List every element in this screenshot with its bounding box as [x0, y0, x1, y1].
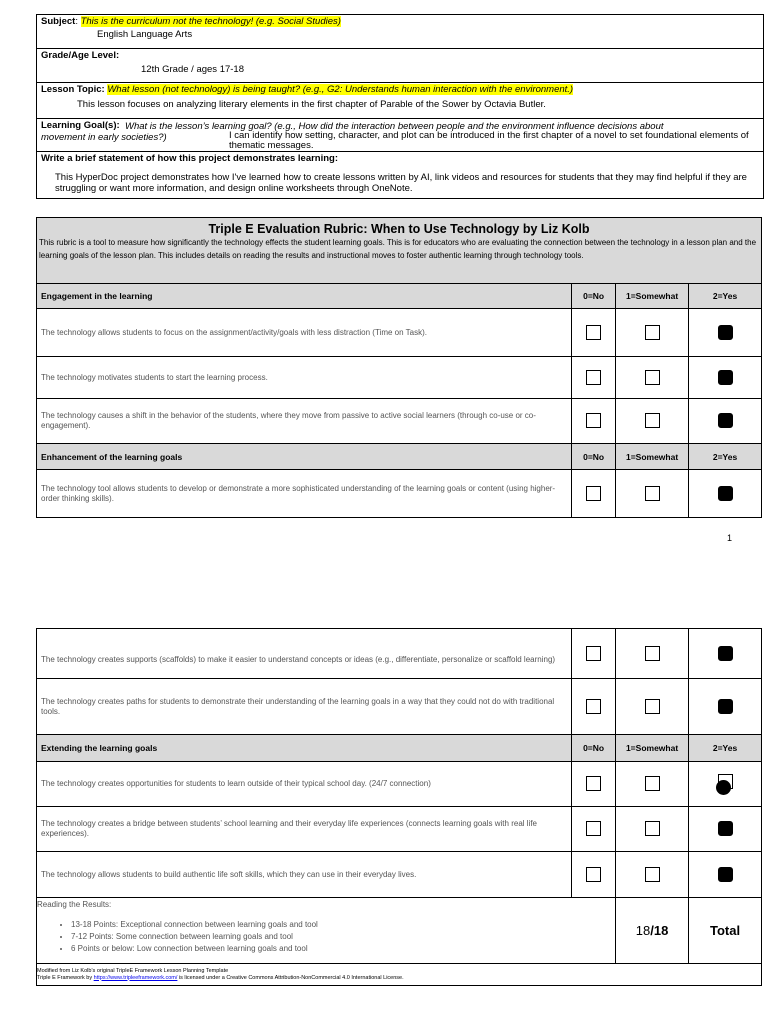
checkbox-somewhat[interactable]	[645, 776, 660, 791]
checkbox-yes[interactable]	[718, 325, 733, 340]
checkbox-yes[interactable]	[718, 370, 733, 385]
criterion-text: The technology creates a bridge between students’ school learning and their everyday life experiences (connects learning goals with real life experiences).	[37, 807, 572, 852]
col-somewhat: 1=Somewhat	[616, 444, 689, 470]
page-number: 1	[727, 533, 733, 543]
criterion-row	[37, 807, 762, 852]
checkbox-no[interactable]	[586, 646, 601, 661]
criterion-row	[37, 762, 762, 807]
footer-suffix: is licensed under a Creative Commons Attribution-NonCommercial 4.0 International License.	[177, 974, 404, 981]
results-item: • 7-12 Points: Some connection between learning goals and tool	[71, 931, 615, 943]
criterion-row	[37, 852, 762, 898]
checkbox-yes[interactable]	[718, 774, 733, 789]
results-label: Reading the Results:	[37, 900, 112, 909]
topic-label: Lesson Topic:	[41, 84, 105, 95]
selected-dot-icon	[716, 780, 731, 795]
section-header-row	[37, 444, 762, 470]
checkbox-somewhat[interactable]	[645, 699, 660, 714]
criterion-row	[37, 309, 762, 357]
rubric-title: Triple E Evaluation Rubric: When to Use Technology by Liz Kolb	[208, 222, 590, 236]
subject-value: English Language Arts	[97, 29, 193, 40]
section-header-row	[37, 284, 762, 309]
score-max: /18	[650, 923, 669, 938]
goal-row	[37, 119, 763, 152]
criterion-row	[37, 357, 762, 399]
criterion-text: The technology creates supports (scaffolds) to make it easier to understand concepts or ideas (e.g., differentiate, personalize or scaffold learning)	[37, 629, 572, 679]
subject-row: Subject: This is the curriculum not the technology! (e.g. Social Studies) English Language Arts	[37, 15, 763, 49]
checkbox-yes[interactable]	[718, 699, 733, 714]
checkbox-no[interactable]	[586, 413, 601, 428]
goal-label: Learning Goal(s):	[41, 120, 120, 131]
section-header-row	[37, 735, 762, 762]
statement-row	[37, 152, 763, 199]
triple-e-link[interactable]: https://www.tripleeframework.com/	[93, 974, 178, 981]
criterion-row	[37, 399, 762, 444]
results-item: • 13-18 Points: Exceptional connection between learning goals and tool	[71, 919, 615, 931]
checkbox-yes[interactable]	[718, 646, 733, 661]
section-name: Engagement in the learning	[37, 284, 572, 309]
col-somewhat: 1=Somewhat	[616, 735, 689, 762]
score-value: 18	[635, 923, 651, 938]
footer-row	[37, 964, 762, 986]
checkbox-somewhat[interactable]	[645, 486, 660, 501]
col-yes: 2=Yes	[689, 284, 762, 309]
criterion-text: The technology creates paths for students to demonstrate their understanding of the learning goals in a way that they could not do with traditional tools.	[37, 679, 572, 735]
criterion-text: The technology allows students to build authentic life soft skills, which they can use in their everyday lives.	[37, 852, 572, 898]
criterion-text: The technology motivates students to start the learning process.	[37, 357, 572, 399]
goal-value: I can identify how setting, character, and plot can be introduced in the first chapter of a novel to set foundational elements of thematic messages.	[229, 130, 749, 151]
grade-value: 12th Grade / ages 17-18	[141, 64, 244, 75]
checkbox-no[interactable]	[586, 486, 601, 501]
checkbox-no[interactable]	[586, 325, 601, 340]
criterion-text: The technology tool allows students to develop or demonstrate a more sophisticated understanding of the learning goals or content (using higher-order thinking skills).	[37, 470, 572, 518]
col-no: 0=No	[572, 284, 616, 309]
checkbox-somewhat[interactable]	[645, 867, 660, 882]
criterion-row	[37, 629, 762, 679]
rubric-title-row	[37, 218, 762, 284]
grade-label: Grade/Age Level:	[41, 50, 120, 61]
lesson-info-block	[36, 14, 764, 199]
footer-line1: Modified from Liz Kolb’s original TripleE Framework Lesson Planning Template	[37, 967, 229, 974]
results-item: • 6 Points or below: Low connection between learning goals and tool	[71, 943, 615, 955]
footer-line2	[37, 975, 761, 982]
checkbox-no[interactable]	[586, 370, 601, 385]
col-yes: 2=Yes	[689, 735, 762, 762]
checkbox-yes[interactable]	[718, 867, 733, 882]
checkbox-somewhat[interactable]	[645, 646, 660, 661]
results-list	[37, 919, 615, 955]
checkbox-no[interactable]	[586, 699, 601, 714]
criterion-text: The technology creates opportunities for students to learn outside of their typical school day. (24/7 connection)	[37, 762, 572, 807]
checkbox-somewhat[interactable]	[645, 413, 660, 428]
checkbox-yes[interactable]	[718, 486, 733, 501]
rubric-table-page-1	[36, 217, 762, 518]
score-cell	[616, 898, 689, 964]
footer-prefix: Triple E Framework by	[37, 974, 94, 981]
section-name: Enhancement of the learning goals	[37, 444, 572, 470]
grade-row	[37, 49, 763, 83]
topic-hint: What lesson (not technology) is being taught? (e.g., G2: Understands human interaction with the environment.)	[107, 84, 574, 95]
checkbox-somewhat[interactable]	[645, 821, 660, 836]
checkbox-yes[interactable]	[718, 821, 733, 836]
checkbox-yes[interactable]	[718, 413, 733, 428]
criterion-text: The technology allows students to focus on the assignment/activity/goals with less distraction (Time on Task).	[37, 309, 572, 357]
results-row	[37, 898, 762, 964]
subject-label: Subject	[41, 16, 76, 27]
total-label: Total	[689, 898, 762, 964]
topic-value: This lesson focuses on analyzing literary elements in the first chapter of Parable of the Sower by Octavia Butler.	[77, 99, 546, 110]
statement-label: Write a brief statement of how this project demonstrates learning:	[41, 153, 339, 164]
checkbox-no[interactable]	[586, 821, 601, 836]
rubric-intro: This rubric is a tool to measure how significantly the technology effects the student learning goals. This is for educators who are evaluating the connection between the technology in a lesson plan and the learning goals of the lesson plan. This includes details on reading the results and instructional moves to foster authentic learning through technology tools.	[39, 238, 757, 260]
col-no: 0=No	[572, 444, 616, 470]
section-name: Extending the learning goals	[37, 735, 572, 762]
criterion-row	[37, 470, 762, 518]
goal-hint: What is the lesson’s learning goal? (e.g., How did the interaction between people and the environment influence decisions about movement in early societies?)	[41, 121, 664, 143]
topic-row	[37, 83, 763, 119]
checkbox-no[interactable]	[586, 867, 601, 882]
checkbox-no[interactable]	[586, 776, 601, 791]
checkbox-somewhat[interactable]	[645, 370, 660, 385]
rubric-table-page-2	[36, 628, 762, 986]
criterion-row	[37, 679, 762, 735]
col-no: 0=No	[572, 735, 616, 762]
col-somewhat: 1=Somewhat	[616, 284, 689, 309]
subject-hint: This is the curriculum not the technology! (e.g. Social Studies)	[80, 16, 341, 27]
checkbox-somewhat[interactable]	[645, 325, 660, 340]
statement-value: This HyperDoc project demonstrates how I've learned how to create lessons written by AI, link videos and resources for students that they may find helpful if they are struggling or want more information, and design online worksheets through OneNote.	[55, 172, 747, 194]
criterion-text: The technology causes a shift in the behavior of the students, where they move from passive to active social learners (through co-use or co-engagement).	[37, 399, 572, 444]
col-yes: 2=Yes	[689, 444, 762, 470]
